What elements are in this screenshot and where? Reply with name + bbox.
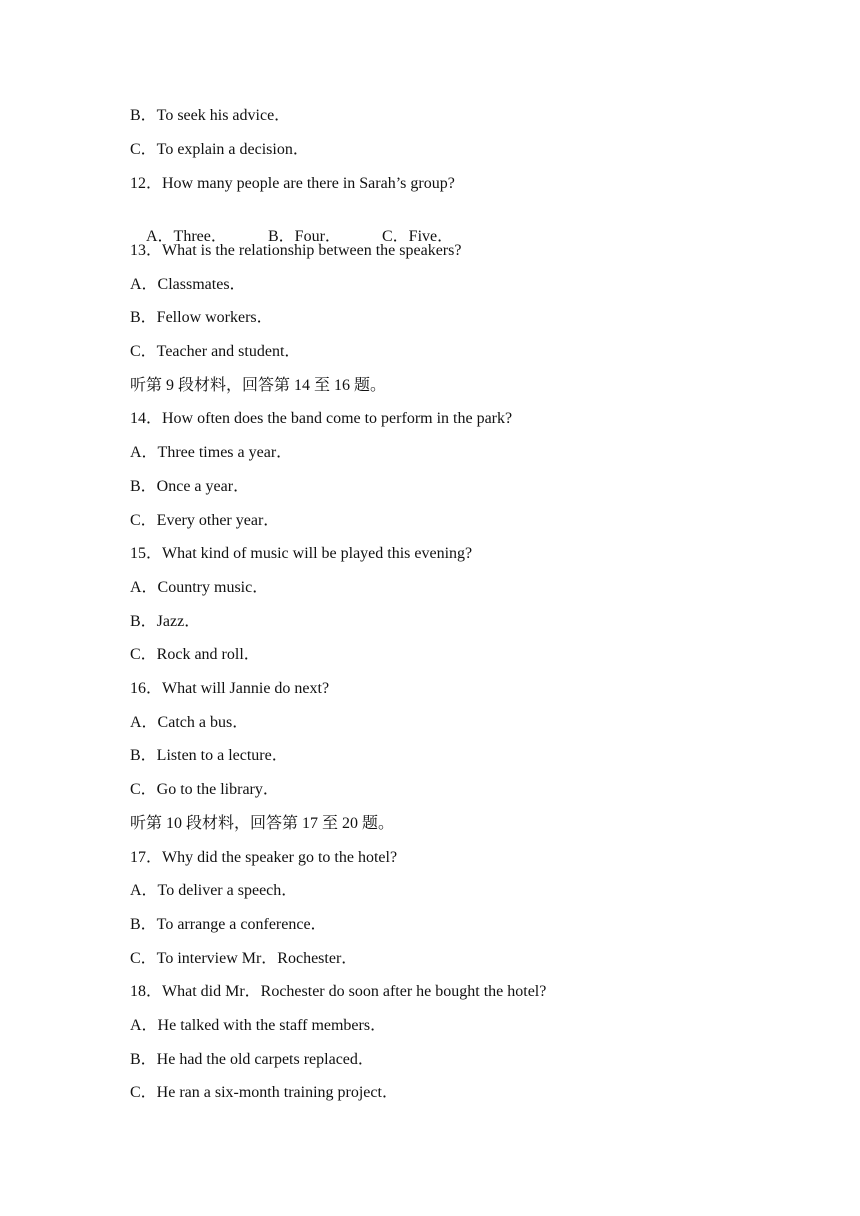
question-14: 14．How often does the band come to perform in the park? [130, 410, 513, 427]
option-17c: C．To interview Mr．Rochester． [130, 950, 358, 967]
section-heading-10: 听第 10 段材料，回答第 17 至 20 题。 [130, 815, 395, 832]
option-14a: A．Three times a year． [130, 444, 293, 461]
option-13b: B．Fellow workers． [130, 309, 273, 326]
option-14b: B．Once a year． [130, 478, 250, 495]
option-14c: C．Every other year． [130, 512, 280, 529]
question-13: 13．What is the relationship between the speakers? [130, 242, 462, 259]
option-17a: A．To deliver a speech． [130, 882, 298, 899]
option-13a: A．Classmates． [130, 276, 246, 293]
option-17b: B．To arrange a conference． [130, 916, 327, 933]
option-18b: B．He had the old carpets replaced． [130, 1051, 374, 1068]
question-12: 12．How many people are there in Sarah’s group? [130, 175, 455, 192]
option-18c: C．He ran a six-month training project． [130, 1084, 398, 1101]
option-11c: C．To explain a decision． [130, 141, 309, 158]
option-12b: B．Four． [268, 228, 341, 245]
option-11b: B．To seek his advice． [130, 107, 291, 124]
option-12c: C．Five． [382, 228, 454, 245]
option-12a: A．Three． [146, 228, 227, 245]
section-heading-9: 听第 9 段材料，回答第 14 至 16 题。 [130, 377, 387, 394]
option-13c: C．Teacher and student． [130, 343, 301, 360]
question-16: 16．What will Jannie do next? [130, 680, 330, 697]
option-15a: A．Country music． [130, 579, 269, 596]
question-18: 18．What did Mr．Rochester do soon after he bought the hotel? [130, 983, 547, 1000]
option-16a: A．Catch a bus． [130, 714, 249, 731]
option-15c: C．Rock and roll． [130, 646, 260, 663]
question-17: 17．Why did the speaker go to the hotel? [130, 849, 398, 866]
option-18a: A．He talked with the staff members． [130, 1017, 387, 1034]
option-15b: B．Jazz． [130, 613, 201, 630]
option-16b: B．Listen to a lecture． [130, 747, 288, 764]
question-15: 15．What kind of music will be played this evening? [130, 545, 473, 562]
option-16c: C．Go to the library． [130, 781, 279, 798]
